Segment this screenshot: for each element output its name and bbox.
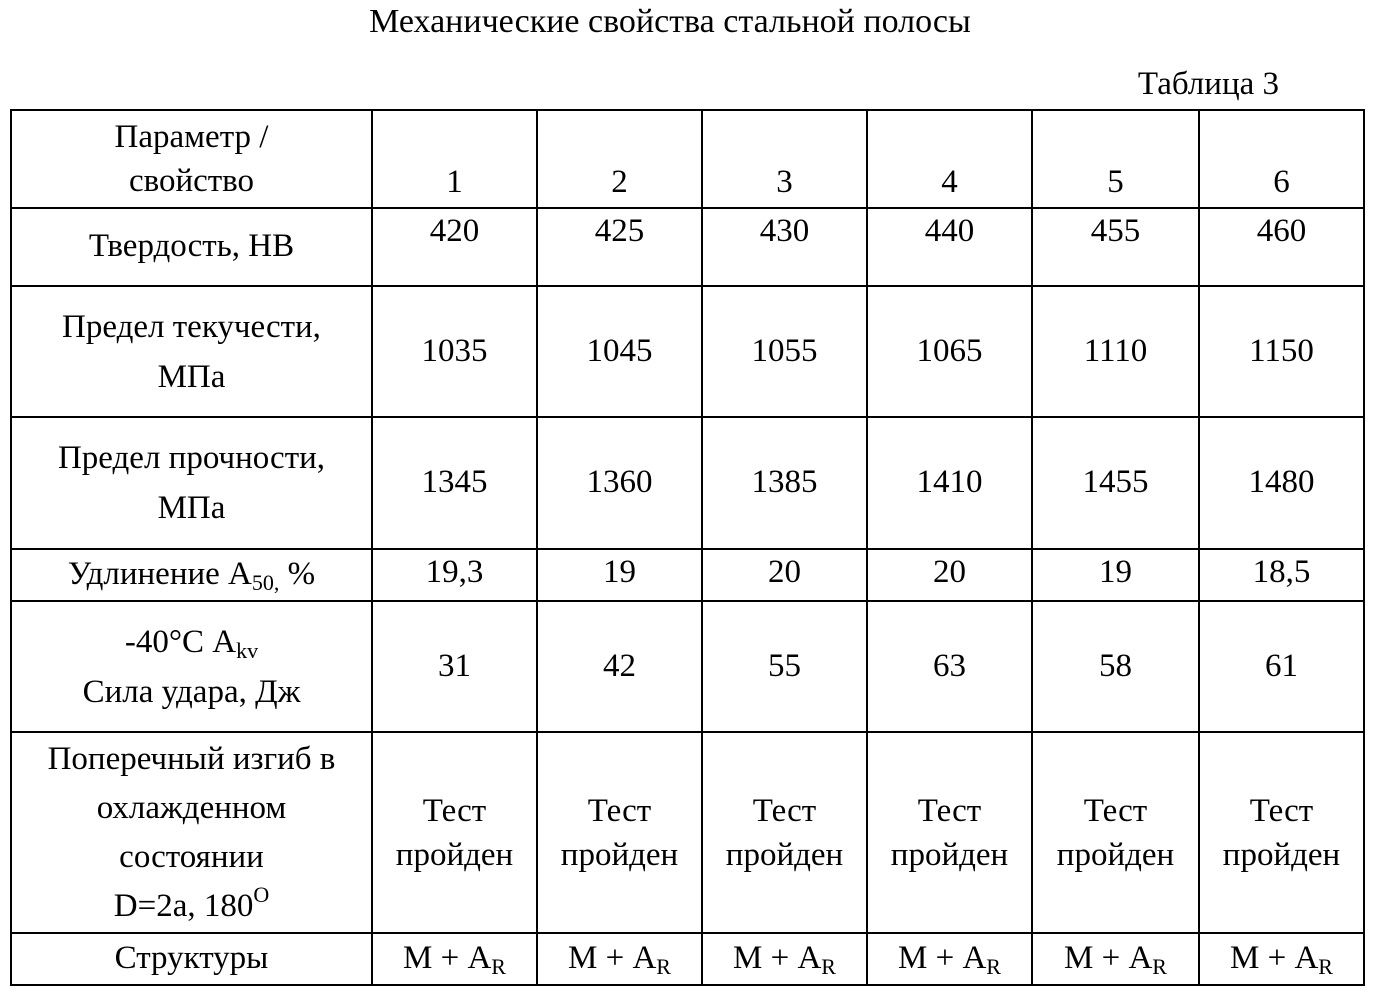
elongation-value: 19 bbox=[537, 549, 702, 601]
structure-value bbox=[1199, 933, 1364, 985]
impact-label-line2: Сила удара, Дж bbox=[82, 673, 301, 710]
yield-value: 1055 bbox=[702, 286, 867, 417]
bend-result-line1: Тест bbox=[422, 792, 487, 829]
impact-label bbox=[11, 601, 372, 732]
structure-value-main: М + А bbox=[403, 940, 492, 977]
hardness-value: 430 bbox=[702, 208, 867, 286]
tensile-value: 1455 bbox=[1032, 417, 1199, 549]
page-title: Механические свойства стальной полосы bbox=[369, 3, 971, 40]
impact-value: 55 bbox=[702, 601, 867, 732]
hardness-value: 420 bbox=[372, 208, 537, 286]
bend-result bbox=[372, 732, 537, 933]
header-col-4: 4 bbox=[867, 110, 1032, 208]
structure-value-sub: R bbox=[656, 954, 671, 980]
bend-result-line2: пройден bbox=[395, 836, 514, 873]
bend-result-line1: Тест bbox=[1083, 792, 1148, 829]
impact-value: 61 bbox=[1199, 601, 1364, 732]
yield-value: 1035 bbox=[372, 286, 537, 417]
bend-result bbox=[537, 732, 702, 933]
structure-value-main: М + А bbox=[1230, 940, 1319, 977]
tensile-label bbox=[11, 417, 372, 549]
bend-label-line4 bbox=[113, 881, 270, 924]
yield-label bbox=[11, 286, 372, 417]
structure-value-sub: R bbox=[491, 954, 506, 980]
bend-label-line4-text: D=2a, 180 bbox=[113, 887, 254, 924]
hardness-value: 455 bbox=[1032, 208, 1199, 286]
structure-value-main: М + А bbox=[898, 940, 987, 977]
bend-result-line1: Тест bbox=[587, 792, 652, 829]
bend-label-line1: Поперечный изгиб в bbox=[47, 740, 336, 777]
tensile-label-line2: МПа bbox=[157, 490, 226, 526]
impact-label-prefix: -40°С А bbox=[124, 623, 237, 660]
header-param-line1: Параметр / bbox=[114, 119, 269, 155]
header-col-1: 1 bbox=[372, 110, 537, 208]
structure-label: Структуры bbox=[11, 933, 372, 985]
impact-value: 63 bbox=[867, 601, 1032, 732]
structure-value-main: М + А bbox=[1064, 940, 1153, 977]
structure-value-main: М + А bbox=[568, 940, 657, 977]
bend-result-line2: пройден bbox=[1056, 836, 1175, 873]
tensile-value: 1385 bbox=[702, 417, 867, 549]
elongation-value: 19,3 bbox=[372, 549, 537, 601]
table-row bbox=[11, 933, 1364, 985]
header-row bbox=[11, 110, 1364, 208]
structure-value-sub: R bbox=[1318, 954, 1333, 980]
structure-value-sub: R bbox=[986, 954, 1001, 980]
elongation-label-prefix: Удлинение А bbox=[67, 556, 252, 593]
tensile-value: 1480 bbox=[1199, 417, 1364, 549]
yield-label-line1: Предел текучести, bbox=[62, 308, 321, 345]
bend-result-line2: пройден bbox=[560, 836, 679, 873]
elongation-value: 20 bbox=[867, 549, 1032, 601]
structure-value bbox=[867, 933, 1032, 985]
hardness-label: Твердость, НВ bbox=[11, 208, 372, 286]
structure-value-sub: R bbox=[1152, 954, 1167, 980]
structure-value-main: М + А bbox=[733, 940, 822, 977]
header-col-2: 2 bbox=[537, 110, 702, 208]
table-row bbox=[11, 208, 1364, 286]
header-param-cell bbox=[11, 110, 372, 208]
hardness-value: 460 bbox=[1199, 208, 1364, 286]
bend-result-line1: Тест bbox=[1249, 792, 1314, 829]
header-col-5: 5 bbox=[1032, 110, 1199, 208]
structure-value bbox=[702, 933, 867, 985]
bend-label-sup: O bbox=[253, 881, 270, 907]
table-row bbox=[11, 732, 1364, 933]
elongation-label-suffix: % bbox=[279, 556, 316, 593]
tensile-value: 1345 bbox=[372, 417, 537, 549]
bend-result bbox=[702, 732, 867, 933]
yield-label-line2: МПа bbox=[157, 358, 226, 395]
bend-result-line1: Тест bbox=[917, 792, 982, 829]
elongation-value: 20 bbox=[702, 549, 867, 601]
table-row bbox=[11, 601, 1364, 732]
table-row bbox=[11, 549, 1364, 601]
table-row bbox=[11, 417, 1364, 549]
yield-value: 1045 bbox=[537, 286, 702, 417]
yield-value: 1065 bbox=[867, 286, 1032, 417]
elongation-label-sub: 50, bbox=[251, 570, 280, 596]
structure-value bbox=[537, 933, 702, 985]
yield-value: 1150 bbox=[1199, 286, 1364, 417]
tensile-label-line1: Предел прочности, bbox=[57, 440, 326, 476]
impact-value: 58 bbox=[1032, 601, 1199, 732]
elongation-label bbox=[11, 549, 372, 601]
bend-result bbox=[867, 732, 1032, 933]
header-param-line2: свойство bbox=[128, 163, 255, 199]
impact-label-sub: kv bbox=[236, 637, 259, 663]
bend-label bbox=[11, 732, 372, 933]
structure-value bbox=[372, 933, 537, 985]
structure-value-sub: R bbox=[821, 954, 836, 980]
bend-label-line3: состоянии bbox=[119, 838, 264, 875]
bend-result-line2: пройден bbox=[725, 836, 844, 873]
table-label: Таблица 3 bbox=[1137, 66, 1279, 102]
tensile-value: 1410 bbox=[867, 417, 1032, 549]
bend-result-line2: пройден bbox=[1222, 836, 1341, 873]
elongation-value: 18,5 bbox=[1199, 549, 1364, 601]
hardness-value: 425 bbox=[537, 208, 702, 286]
header-col-3: 3 bbox=[702, 110, 867, 208]
yield-value: 1110 bbox=[1032, 286, 1199, 417]
bend-result bbox=[1032, 732, 1199, 933]
impact-label-line1 bbox=[124, 623, 259, 663]
properties-table bbox=[10, 109, 1365, 986]
structure-value bbox=[1032, 933, 1199, 985]
bend-result-line2: пройден bbox=[890, 836, 1009, 873]
elongation-value: 19 bbox=[1032, 549, 1199, 601]
hardness-value: 440 bbox=[867, 208, 1032, 286]
bend-label-line2: охлажденном bbox=[96, 789, 287, 826]
table-row bbox=[11, 286, 1364, 417]
tensile-value: 1360 bbox=[537, 417, 702, 549]
bend-result-line1: Тест bbox=[752, 792, 817, 829]
bend-result bbox=[1199, 732, 1364, 933]
impact-value: 31 bbox=[372, 601, 537, 732]
header-col-6: 6 bbox=[1199, 110, 1364, 208]
impact-value: 42 bbox=[537, 601, 702, 732]
